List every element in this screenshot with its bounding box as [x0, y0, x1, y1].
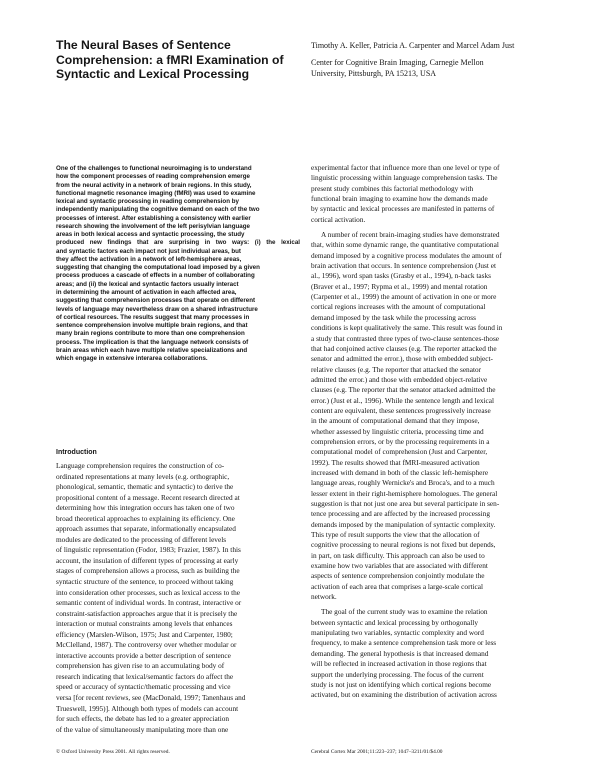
body-text-line: network. [311, 592, 337, 602]
body-text-line: a study that contrasted three types of two-clause sentences-those [311, 333, 500, 343]
body-text-line: constraint-satisfaction approaches argue that it is precisely the [56, 608, 238, 618]
affiliation-line: University, Pittsburgh, PA 15213, USA [311, 69, 437, 78]
abstract-line: from the neural activity in a network of brain regions. In this study, [56, 181, 252, 189]
abstract-line: One of the challenges to functional neuroimaging is to understand [56, 165, 252, 172]
body-text-line: tence processing and are affected by the increased processing [311, 509, 490, 519]
body-text-line: lesser extent in their right-hemisphere homologues. The general [311, 488, 498, 498]
body-text-line: 1992). The results showed that fMRI-measured activation [311, 457, 480, 467]
body-text-line: ordinated representations at many levels (e.g. orthographic, [56, 471, 230, 481]
body-text-line: functional brain imaging to examine how the demands made [311, 194, 488, 204]
body-text-line: between syntactic and lexical processing by orthogonally [311, 617, 478, 627]
body-text-line: activated, but on examining the distribution of activation across [311, 690, 497, 700]
body-text-line: that, within some dynamic range, the quantitative computational [311, 240, 499, 250]
introduction-left-column [56, 461, 306, 735]
abstract-line: areas; and (ii) the lexical and syntactic factors usually interact [56, 280, 239, 288]
body-text-line: determining how this integration occurs has taken one of two [56, 503, 235, 513]
abstract-line: independently manipulating the cognitive demand on each of the two [56, 206, 260, 214]
title-line: Comprehension: a fMRI Examination of [56, 52, 284, 67]
body-text-line: examine how two variables that are associated with different [311, 561, 488, 571]
body-text-line: linguistic processing within language comprehension tasks. The [311, 173, 498, 183]
introduction-heading: Introduction [56, 449, 97, 456]
body-text-line: brain activation that occurs. In sentence comprehension (Just et [311, 261, 496, 271]
abstract [56, 165, 300, 363]
body-text-line: demanding. The general hypothesis is that increased demand [311, 648, 489, 658]
body-text-line: whether assessed by linguistic criteria, processing time and [311, 426, 484, 436]
author-block [311, 40, 561, 79]
abstract-line: they affect the activation in a network of left-hemisphere areas, [56, 255, 242, 263]
abstract-line: of cortical resources. The results suggest that many processes in [56, 313, 250, 321]
abstract-line: sentence comprehension involve multiple brain regions, and that [56, 322, 248, 330]
body-text-line: senator and admitted the error.), those with embedded subject- [311, 354, 493, 364]
body-text-line: that had conjoined active clauses (e.g. The reporter attacked the [311, 343, 497, 353]
body-text-line: demand imposed by the task while the processing across [311, 312, 476, 322]
body-text-line: demand imposed by a cognitive process modulates the amount of [311, 250, 502, 260]
body-text-line: cortical activation. [311, 214, 366, 224]
body-text-line: manipulating two variables, syntactic complexity and word [311, 628, 484, 638]
body-text-line: frequency, to make a sentence comprehension task more or less [311, 638, 497, 648]
body-text-line: modules are dedicated to the processing of different levels [56, 534, 227, 544]
body-text-line: (Carpenter et al., 1999) the amount of activation in one or more [311, 292, 497, 302]
body-text-line: of the value of simultaneously manipulating more than one [56, 724, 229, 734]
body-text-line: (Braver et al., 1997; Rypma et al., 1999) and mental rotation [311, 281, 488, 291]
body-text-line: support the underlying processing. The focus of the current [311, 669, 484, 679]
body-text-line: This type of result supports the view that the allocation of [311, 530, 480, 540]
body-text-line: versa [for recent reviews, see (MacDonald, 1997; Tanenhaus and [56, 693, 246, 703]
body-text-line: al., 1996), word span tasks (Grasby et al., 1994), n-back tasks [311, 271, 491, 281]
abstract-line: research showing the involvement of the left perisylvian language [56, 222, 250, 230]
body-text-line: cortical regions increases with the amount of computational [311, 302, 486, 312]
body-text-line: account, the insulation of different types of processing at early [56, 555, 239, 565]
title-line: The Neural Bases of Sentence [56, 38, 231, 52]
body-text-line: syntactic structure of the sentence, to proceed without taking [56, 577, 234, 587]
abstract-line: produced new findings that are surprising in two ways: (i) the lexical [56, 239, 300, 247]
body-text-line: Language comprehension requires the construction of co- [56, 461, 225, 470]
abstract-line: lexical and syntactic processing in reading comprehension by [56, 198, 239, 206]
body-text-line: aspects of sentence comprehension conjointly modulate the [311, 571, 485, 581]
abstract-line: levels of language may nevertheless draw on a shared infrastructure [56, 305, 258, 313]
abstract-line: process. The implication is that the language network consists of [56, 338, 249, 346]
body-text-line: comprehension has given rise to an accumulating body of [56, 661, 225, 671]
body-text-line: relative clauses (e.g. The reporter that attacked the senator [311, 364, 482, 374]
body-text-line: suggestion is that not just one area but several participate in sen- [311, 499, 500, 508]
body-text-line: clauses (e.g. The reporter that the senator attacked admitted the [311, 385, 496, 395]
abstract-line: areas in both lexical access and syntactic processing, the study [56, 231, 245, 239]
abstract-line: which engage in extensive interarea collaborations. [56, 355, 208, 363]
body-text-line: conditions is kept qualitatively the same. This result was found in [311, 323, 503, 333]
copyright-footer: © Oxford University Press 2001. All rights reserved. [56, 749, 170, 755]
body-text-line: efficiency (Marslen-Wilson, 1975; Just and Carpenter, 1980; [56, 629, 233, 639]
body-text-line: present study combines this factorial methodology with [311, 183, 474, 193]
abstract-line: how the component processes of reading comprehension emerge [56, 173, 250, 181]
body-text-line: broad theoretical approaches to explaining its efficiency. One [56, 513, 235, 523]
body-text-line: cognitive processing to neural regions is not fixed but depends, [311, 540, 496, 550]
abstract-line: suggesting that changing the computational load imposed by a given [56, 264, 260, 272]
body-text-line: approach assumes that separate, informationally encapsulated [56, 524, 236, 534]
body-text-line: of linguistic representation (Fodor, 1983; Frazier, 1987). In this [56, 545, 241, 555]
abstract-line: functional magnetic resonance imaging (fMRI) was used to examine [56, 189, 256, 197]
body-text-line: research indicating that lexical/semantic factors do affect the [56, 671, 234, 681]
body-text-line: semantic content of individual words. In contrast, interactive or [56, 598, 242, 608]
body-text-line: increased with demand in both of the classic left-hemisphere [311, 467, 489, 477]
citation-footer: Cerebral Cortex Mar 2001;11:223–237; 1047–3211/01/$4.00 [311, 749, 443, 755]
body-text-line: experimental factor that influence more than one level or type of [311, 163, 500, 172]
body-text-line: admitted the error.) and those with embedded object-relative [311, 374, 488, 384]
body-text-line: propositional content of a message. Recent research directed at [56, 492, 240, 502]
abstract-line: and syntactic factors each impact not just individual areas, but [56, 247, 241, 255]
abstract-line: brain areas which each have multiple relative specializations and [56, 346, 248, 354]
body-text-line: speed or accuracy of syntactic/thematic processing and vice [56, 682, 231, 692]
body-text-line: phonological, semantic, thematic and syntactic) to derive the [56, 482, 234, 492]
abstract-line: many brain regions contribute to more than one comprehension [56, 330, 245, 338]
body-text-line: error.) (Just et al., 1996). While the sentence length and lexical [311, 395, 495, 405]
body-text-line: will be reflected in increased activation in those regions that [311, 659, 487, 669]
abstract-line: processes of interest. After establishing a consistency with earlier [56, 214, 251, 222]
body-text-line: demands imposed by the manipulation of syntactic complexity. [311, 519, 496, 529]
body-text-line: language areas, roughly Wernicke's and Broca's, and to a much [311, 478, 495, 488]
body-text-line: Trueswell, 1995)]. Although both types of models can account [56, 703, 239, 713]
abstract-line: suggesting that comprehension processes that operate on different [56, 297, 256, 305]
body-text-line: study is not just on identifying which cortical regions become [311, 679, 492, 689]
body-text-line: activation of each area that comprises a large-scale cortical [311, 581, 484, 591]
author-names: Timothy A. Keller, Patricia A. Carpenter and Marcel Adam Just [311, 41, 515, 50]
title-line: Syntactic and Lexical Processing [56, 67, 250, 81]
body-text-line: The goal of the current study was to examine the relation [321, 607, 488, 617]
body-text-line: McClelland, 1987). The controversy over whether modular or [56, 640, 237, 650]
body-text-line: computational model of comprehension (Just and Carpenter, [311, 447, 488, 457]
introduction-right-column [311, 163, 561, 701]
body-text-line: for such effects, the debate has led to a greater appreciation [56, 714, 230, 724]
body-text-line: A number of recent brain-imaging studies have demonstrated [321, 230, 500, 240]
body-text-line: in the amount of computational demand that they impose, [311, 416, 480, 426]
body-text-line: content are equivalent, these sentences progressively increase [311, 405, 491, 415]
paper-title [56, 38, 284, 82]
body-text-line: in part, on task difficulty. This approach can also be used to [311, 550, 485, 560]
abstract-line: in determining the amount of activation in each affected area, [56, 288, 237, 296]
body-text-line: interaction or mutual constraints among levels that enhances [56, 619, 233, 629]
body-text-line: by syntactic and lexical processes are manifested in patterns of [311, 204, 495, 214]
affiliation-line: Center for Cognitive Brain Imaging, Carnegie Mellon [311, 58, 484, 67]
body-text-line: stages of comprehension allows a process, such as building the [56, 566, 240, 576]
abstract-line: process produces a cascade of effects in a number of collaborating [56, 272, 255, 280]
body-text-line: comprehension errors, or by the processing requirements in a [311, 436, 490, 446]
body-text-line: interactive accounts provide a better description of sentence [56, 650, 231, 660]
body-text-line: into consideration other processes, such as lexical access to the [56, 587, 240, 597]
